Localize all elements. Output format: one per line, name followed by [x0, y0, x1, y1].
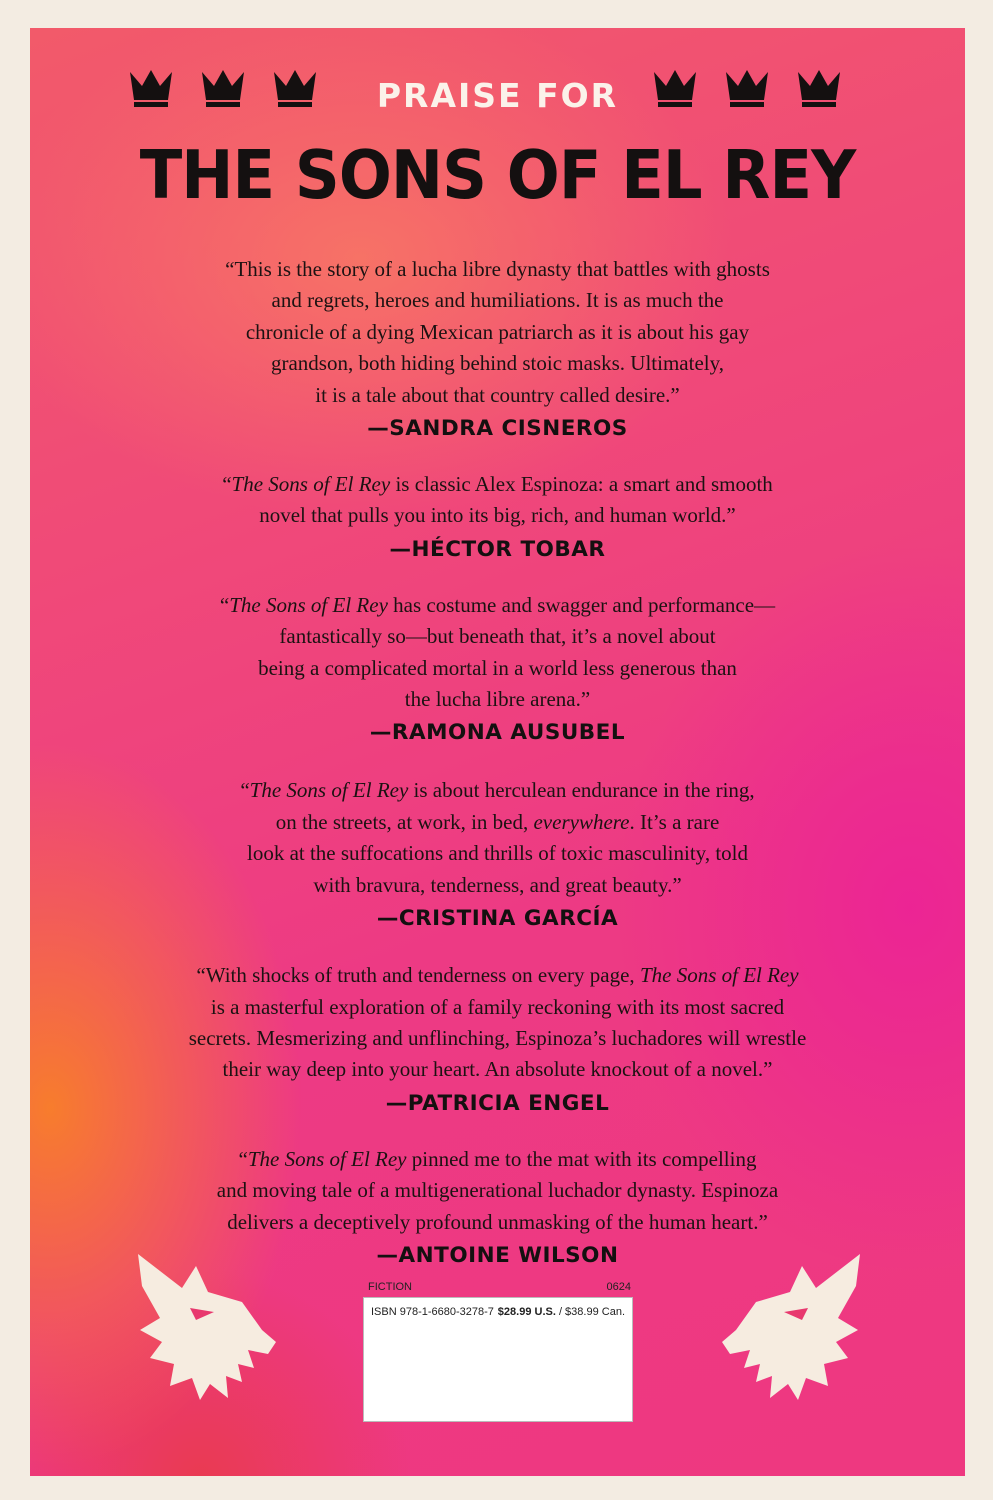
quote-line: “With shocks of truth and tenderness on every page, The Sons of El Rey: [196, 963, 799, 988]
quote-author: —SANDRA CISNEROS: [367, 416, 628, 442]
quote-author: —ANTOINE WILSON: [376, 1242, 619, 1268]
quote-line: novel that pulls you into its big, rich, and human world.”: [259, 503, 736, 528]
quote-author: —RAMONA AUSUBEL: [369, 720, 626, 746]
quote-engel: [30, 960, 965, 1118]
quote-author: —HÉCTOR TOBAR: [389, 536, 606, 562]
quote-author: —CRISTINA GARCÍA: [376, 906, 619, 932]
quote-line: chronicle of a dying Mexican patriarch as it is about his gay: [245, 319, 750, 344]
quote-line: and regrets, heroes and humiliations. It is as much the: [271, 288, 724, 313]
quote-line: “This is the story of a lucha libre dynasty that battles with ghosts: [225, 257, 770, 281]
quote-garcia: [30, 775, 965, 933]
barcode-box: [363, 1297, 633, 1422]
price-code: 0624: [606, 1281, 631, 1293]
quote-line: “The Sons of El Rey is about herculean endurance in the ring,: [240, 778, 755, 803]
price-can: / $38.99 Can.: [555, 1306, 625, 1318]
wolf-icon: [130, 1246, 280, 1406]
quote-line: look at the suffocations and thrills of toxic masculinity, told: [246, 841, 748, 866]
price-us: $28.99 U.S.: [497, 1306, 556, 1318]
quote-author: —PATRICIA ENGEL: [385, 1090, 610, 1116]
price-label: [498, 1306, 625, 1318]
quote-line: with bravura, tenderness, and great beauty.”: [313, 872, 682, 897]
quote-line: “The Sons of El Rey has costume and swagger and performance—: [219, 592, 776, 617]
category-label: FICTION: [368, 1281, 412, 1293]
quote-line: their way deep into your heart. An absolute knockout of a novel.”: [222, 1057, 773, 1082]
praise-for-heading: PRAISE FOR: [376, 76, 619, 115]
quote-line: being a complicated mortal in a world less generous than: [258, 655, 737, 680]
back-cover: [30, 28, 965, 1476]
quote-line: “The Sons of El Rey is classic Alex Espinoza: a smart and smooth: [222, 472, 773, 497]
quote-cisneros: [30, 254, 965, 443]
quote-line: fantastically so—but beneath that, it’s a novel about: [279, 624, 716, 649]
quote-line: it is a tale about that country called desire.”: [315, 382, 680, 407]
praise-quotes: [30, 254, 965, 1270]
quote-line: delivers a deceptively profound unmasking of the human heart.”: [227, 1209, 768, 1234]
quote-ausubel: [30, 590, 965, 748]
book-title: THE SONS OF EL REY: [139, 136, 856, 214]
quote-line: is a masterful exploration of a family reckoning with its most sacred: [210, 994, 785, 1019]
quote-line: on the streets, at work, in bed, everywhere. It’s a rare: [275, 809, 720, 834]
quote-line: grandson, both hiding behind stoic masks. Ultimately,: [270, 351, 724, 376]
quote-line: and moving tale of a multigenerational luchador dynasty. Espinoza: [216, 1178, 779, 1203]
barcode-area: [363, 1281, 633, 1421]
quote-line: the lucha libre arena.”: [404, 687, 591, 712]
quote-tobar: [30, 469, 965, 564]
quote-line: “The Sons of El Rey pinned me to the mat with its compelling: [238, 1146, 757, 1171]
wolf-icon: [718, 1246, 868, 1406]
quote-line: secrets. Mesmerizing and unflinching, Espinoza’s luchadores will wrestle: [188, 1025, 807, 1050]
isbn-label: ISBN 978-1-6680-3278-7: [371, 1306, 494, 1318]
